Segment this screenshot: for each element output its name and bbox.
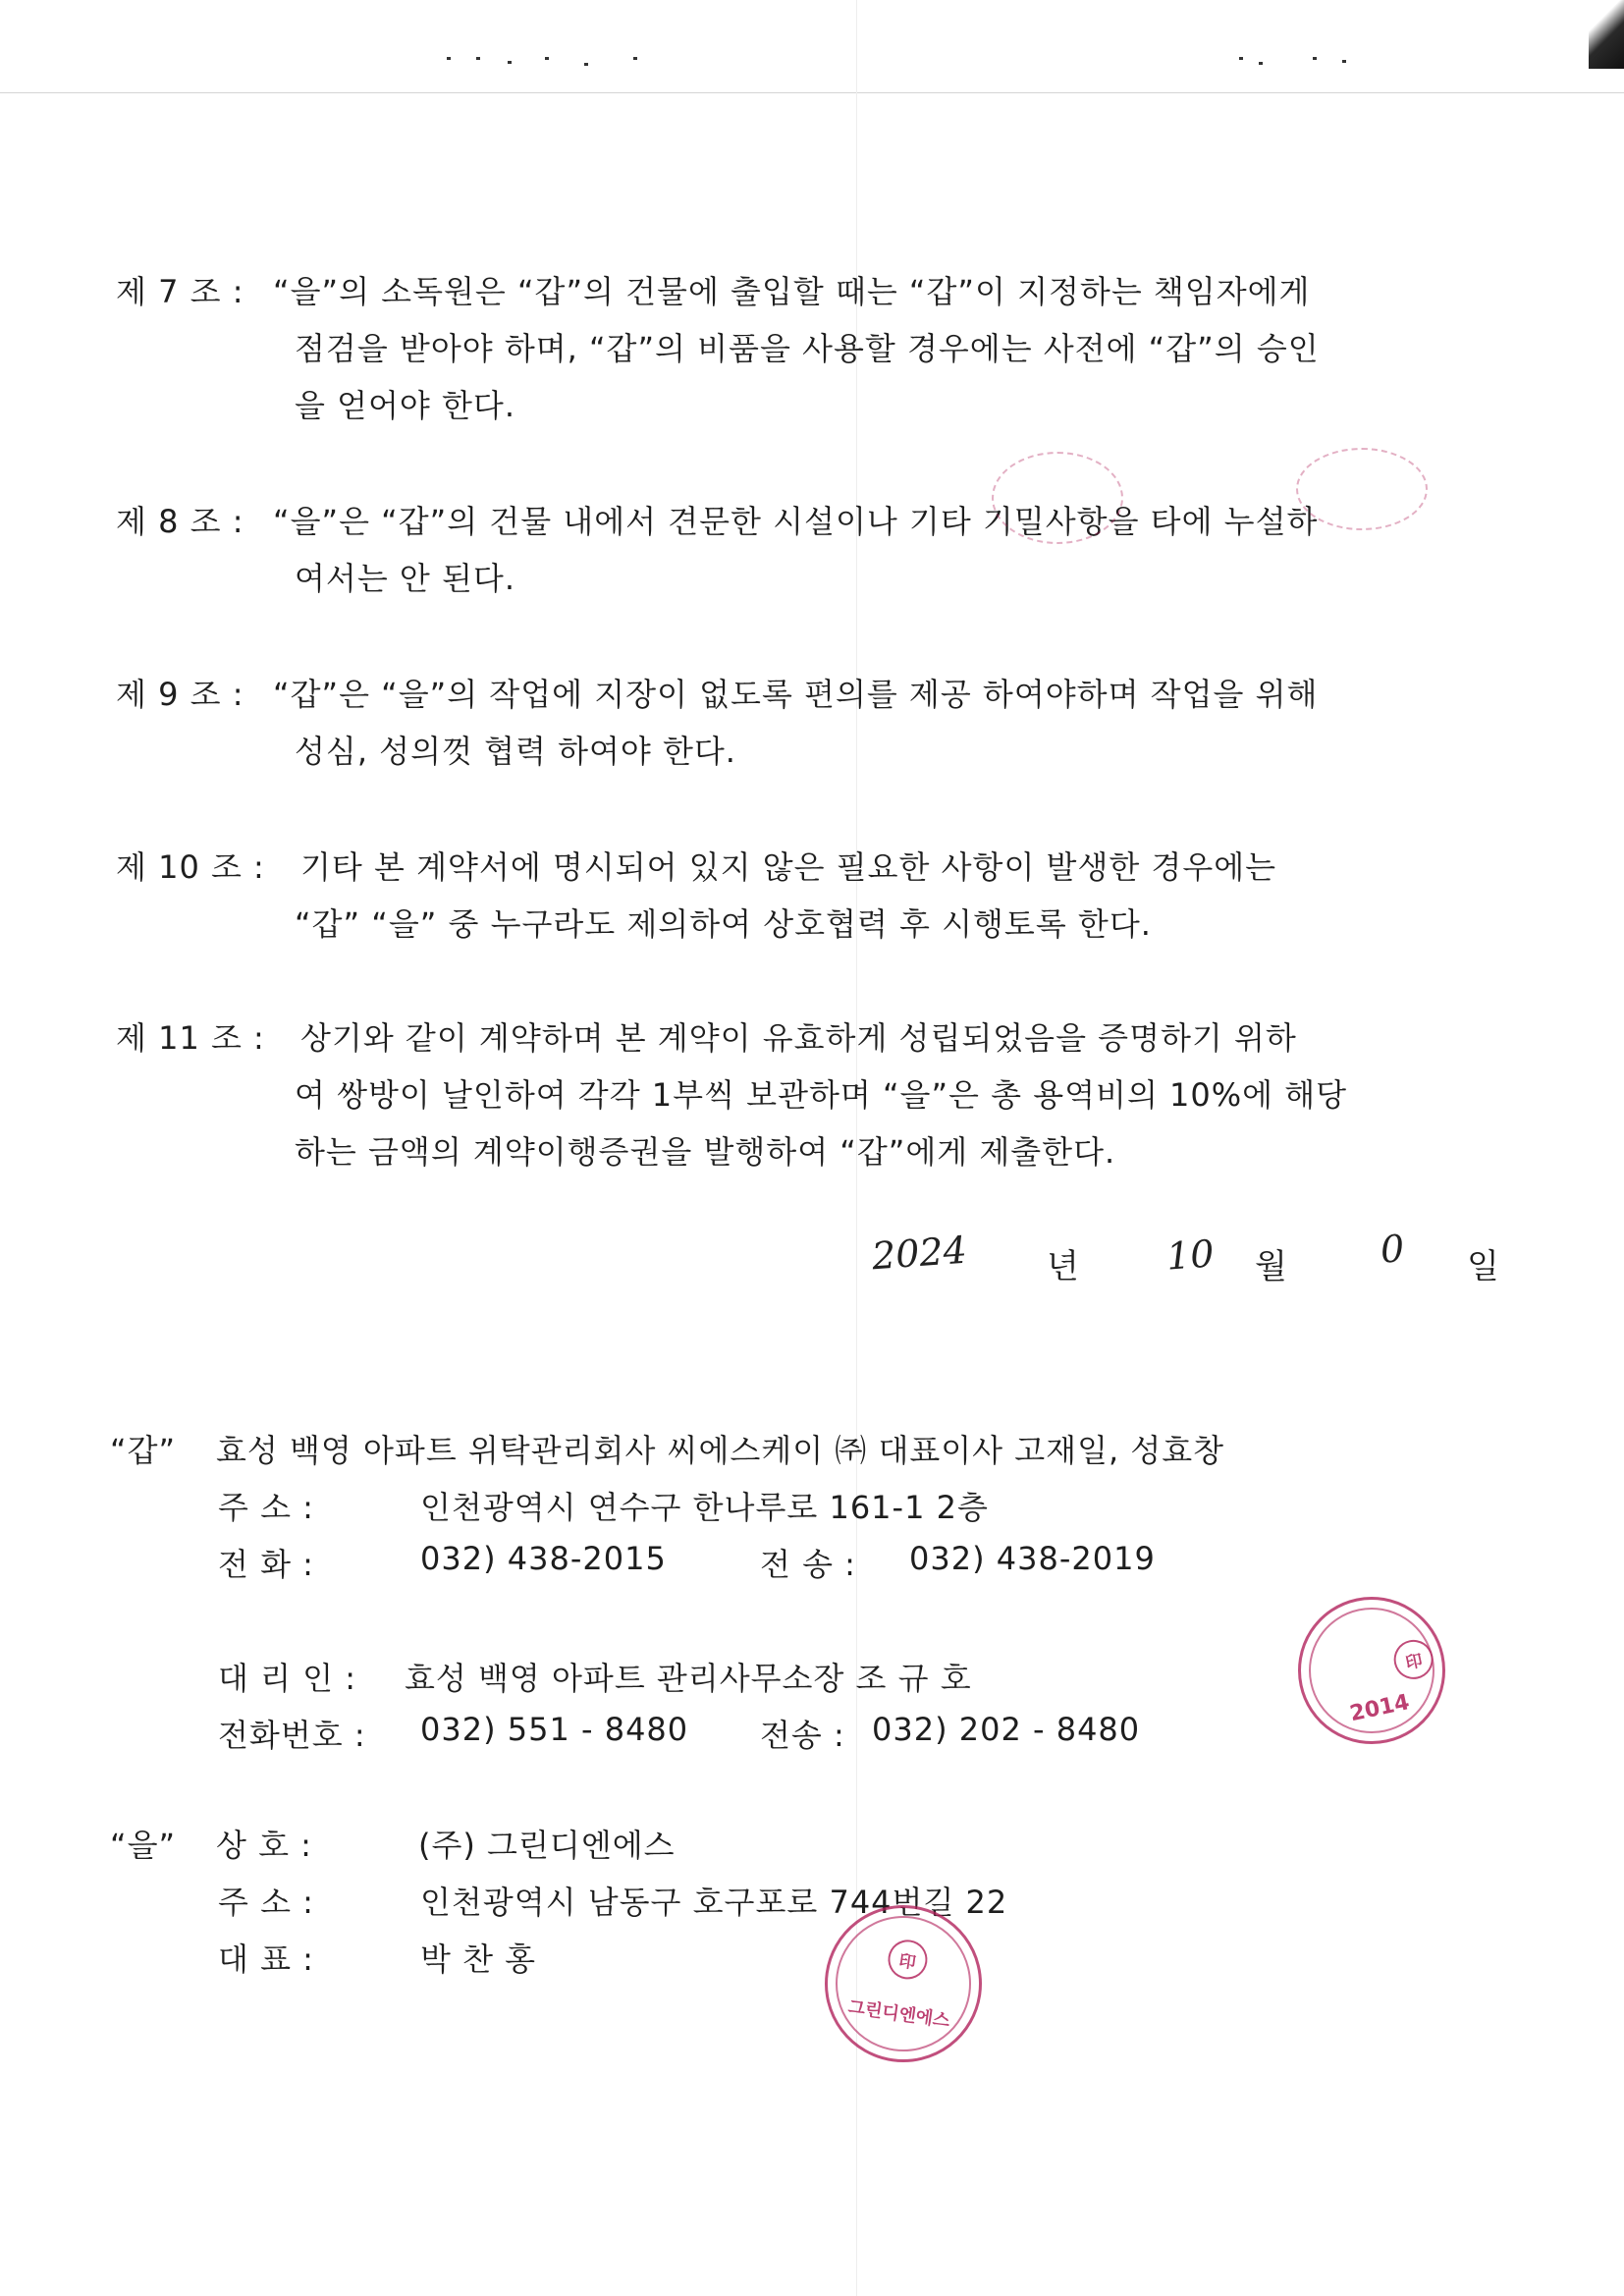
party-a-company: 효성 백영 아파트 위탁관리회사 씨에스케이 ㈜ 대표이사 고재일, 성효창 — [216, 1432, 1225, 1469]
party-b-name-label: 상 호 : — [216, 1827, 312, 1864]
party-a-agent-label: 대 리 인 : — [218, 1660, 357, 1697]
date-month-handwritten: 10 — [1164, 1231, 1216, 1279]
date-day-handwritten: 0 — [1379, 1227, 1406, 1272]
article-line: “을”의 소독원은 “갑”의 건물에 출입할 때는 “갑”이 지정하는 책임자에게 — [273, 273, 1311, 310]
party-a-fax-label: 전 송 : — [760, 1546, 856, 1583]
seal-mark-icon: 印 — [1390, 1636, 1436, 1682]
article-number: 제 8 조 : — [116, 503, 244, 540]
party-a-fax: 032) 438-2019 — [909, 1540, 1156, 1577]
article-number: 제 10 조 : — [116, 848, 265, 886]
party-a-agent-fax: 032) 202 - 8480 — [872, 1711, 1141, 1748]
party-a-phone-label: 전 화 : — [218, 1546, 314, 1583]
party-a-address: 인천광역시 연수구 한나루로 161-1 2층 — [420, 1489, 989, 1526]
article-line: 상기와 같이 계약하며 본 계약이 유효하게 성립되었음을 증명하기 위하 — [300, 1019, 1297, 1057]
article-line: “을”은 “갑”의 건물 내에서 견문한 시설이나 기타 기밀사항을 타에 누설하 — [273, 503, 1319, 540]
seal-mark-icon: 印 — [886, 1938, 930, 1982]
article-number: 제 11 조 : — [116, 1019, 265, 1057]
article-line: 을 얻어야 한다. — [295, 387, 515, 424]
article-line: 여서는 안 된다. — [295, 560, 515, 597]
article-line: 점검을 받아야 하며, “갑”의 비품을 사용할 경우에는 사전에 “갑”의 승인 — [295, 330, 1320, 367]
party-a-agent-phone: 032) 551 - 8480 — [420, 1711, 689, 1748]
party-a-address-label: 주 소 : — [218, 1489, 314, 1526]
faint-stamp-right — [1296, 448, 1428, 530]
party-b-address: 인천광역시 남동구 호구포로 744번길 22 — [420, 1884, 1008, 1921]
article-line: “갑”은 “을”의 작업에 지장이 없도록 편의를 제공 하여야하며 작업을 위해 — [273, 676, 1319, 713]
party-b-rep-label: 대 표 : — [218, 1941, 314, 1978]
party-a-agent-phone-label: 전화번호 : — [218, 1717, 366, 1754]
article-number: 제 7 조 : — [116, 273, 244, 310]
party-a-phone: 032) 438-2015 — [420, 1540, 667, 1577]
article-number: 제 9 조 : — [116, 676, 244, 713]
seal-company-text: 그린디엔에스 — [846, 1996, 951, 2032]
scan-edge-line — [0, 92, 1624, 93]
party-a-seal-stamp — [1284, 1583, 1459, 1758]
party-b-address-label: 주 소 : — [218, 1884, 314, 1921]
date-day-unit: 일 — [1467, 1247, 1499, 1286]
article-line: “갑” “을” 중 누구라도 제의하여 상호협력 후 시행토록 한다. — [295, 905, 1152, 943]
date-year-handwritten: 2024 — [870, 1228, 969, 1279]
article-line: 여 쌍방이 날인하여 각각 1부씩 보관하며 “을”은 총 용역비의 10%에 해당 — [295, 1076, 1348, 1114]
scan-specks-right — [1239, 57, 1357, 71]
article-line: 성심, 성의껏 협력 하여야 한다. — [295, 733, 736, 770]
date-year-unit: 년 — [1047, 1247, 1079, 1286]
party-b-rep: 박 찬 홍 — [420, 1941, 537, 1978]
party-b-tag: “을” — [110, 1827, 177, 1864]
faint-stamp-left — [992, 452, 1123, 544]
article-line: 기타 본 계약서에 명시되어 있지 않은 필요한 사항이 발생한 경우에는 — [300, 848, 1277, 886]
scan-specks — [447, 57, 653, 71]
article-line: 하는 금액의 계약이행증권을 발행하여 “갑”에게 제출한다. — [295, 1133, 1116, 1171]
scan-corner-shadow — [1589, 0, 1624, 69]
date-month-unit: 월 — [1255, 1247, 1287, 1286]
seal-year-text: 2014 — [1347, 1690, 1412, 1727]
party-b-name: (주) 그린디엔에스 — [418, 1827, 676, 1864]
party-a-agent: 효성 백영 아파트 관리사무소장 조 규 호 — [405, 1660, 972, 1697]
party-a-tag: “갑” — [110, 1432, 177, 1469]
party-a-agent-fax-label: 전송 : — [760, 1717, 845, 1754]
